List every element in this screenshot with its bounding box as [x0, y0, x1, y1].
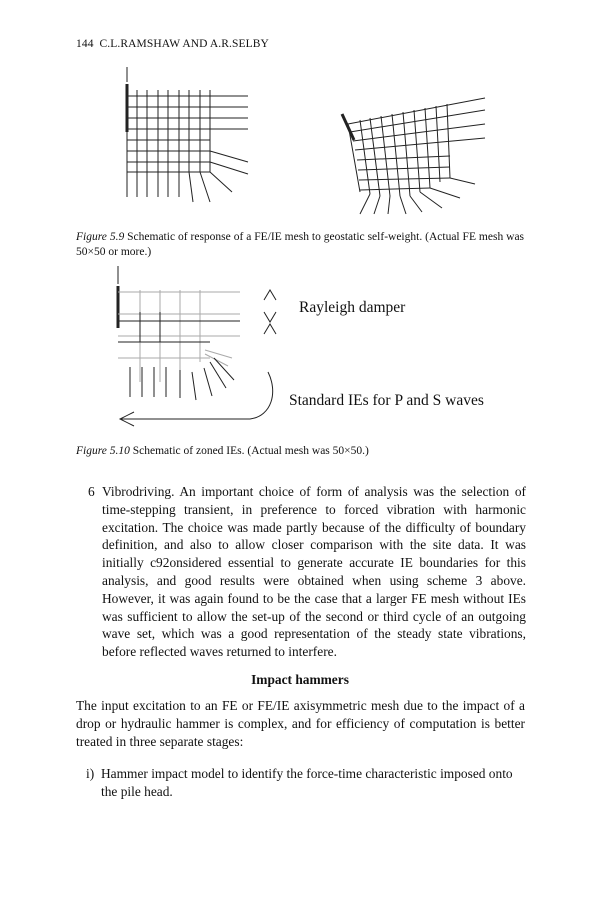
figure-5-9-diagram: [70, 62, 530, 222]
figure-label: Figure 5.9: [76, 231, 125, 243]
item-number: 6: [88, 484, 95, 499]
standard-ie-label: Standard IEs for P and S waves: [289, 392, 484, 409]
item-text: Hammer impact model to identify the force-time characteristic imposed onto the pile head.: [101, 766, 513, 799]
caption-text: Schematic of response of a FE/IE mesh to geostatic self-weight. (Actual FE mesh was 50×50 or more.): [76, 231, 525, 258]
page-number: 144: [76, 38, 94, 50]
list-item-6: [76, 483, 526, 661]
figure-5-9-caption: [76, 230, 524, 260]
figure-label: Figure 5.10: [76, 445, 130, 457]
item-text: Vibrodriving. An important choice of form of analysis was the selection of time-stepping transient, in preference to forced vibration with harmonic excitation. The choice was made partly because of the difficulty of boundary definition, and also to allow closer comparison with the site data. It was initially c92onsidered essential to generate accurate IE boundaries for this analysis, and good results were obtained when using scheme 3 above. However, it was again found to be the case that a larger FE mesh without IEs was sufficient to allow the set-up of the second or third cycle of an outgoing wave set, which was a good representation of the steady state vibrations, before reflected waves returned to interfere.: [102, 484, 526, 660]
running-head-authors: C.L.RAMSHAW AND A.R.SELBY: [99, 38, 269, 50]
caption-text: Schematic of zoned IEs. (Actual mesh was 50×50.): [132, 445, 369, 457]
running-header: [76, 38, 269, 50]
list-item-i: [76, 765, 525, 801]
section-heading: Impact hammers: [251, 672, 349, 687]
body-paragraph: The input excitation to an FE or FE/IE axisymmetric mesh due to the impact of a drop or hydraulic hammer is complex, and for efficiency of computation is better treated in three separate stages:: [76, 698, 525, 749]
figure-5-10-caption: [76, 444, 524, 459]
figure-5-10-diagram: [100, 262, 530, 438]
item-label: i): [86, 766, 95, 781]
rayleigh-damper-label: Rayleigh damper: [299, 299, 406, 316]
